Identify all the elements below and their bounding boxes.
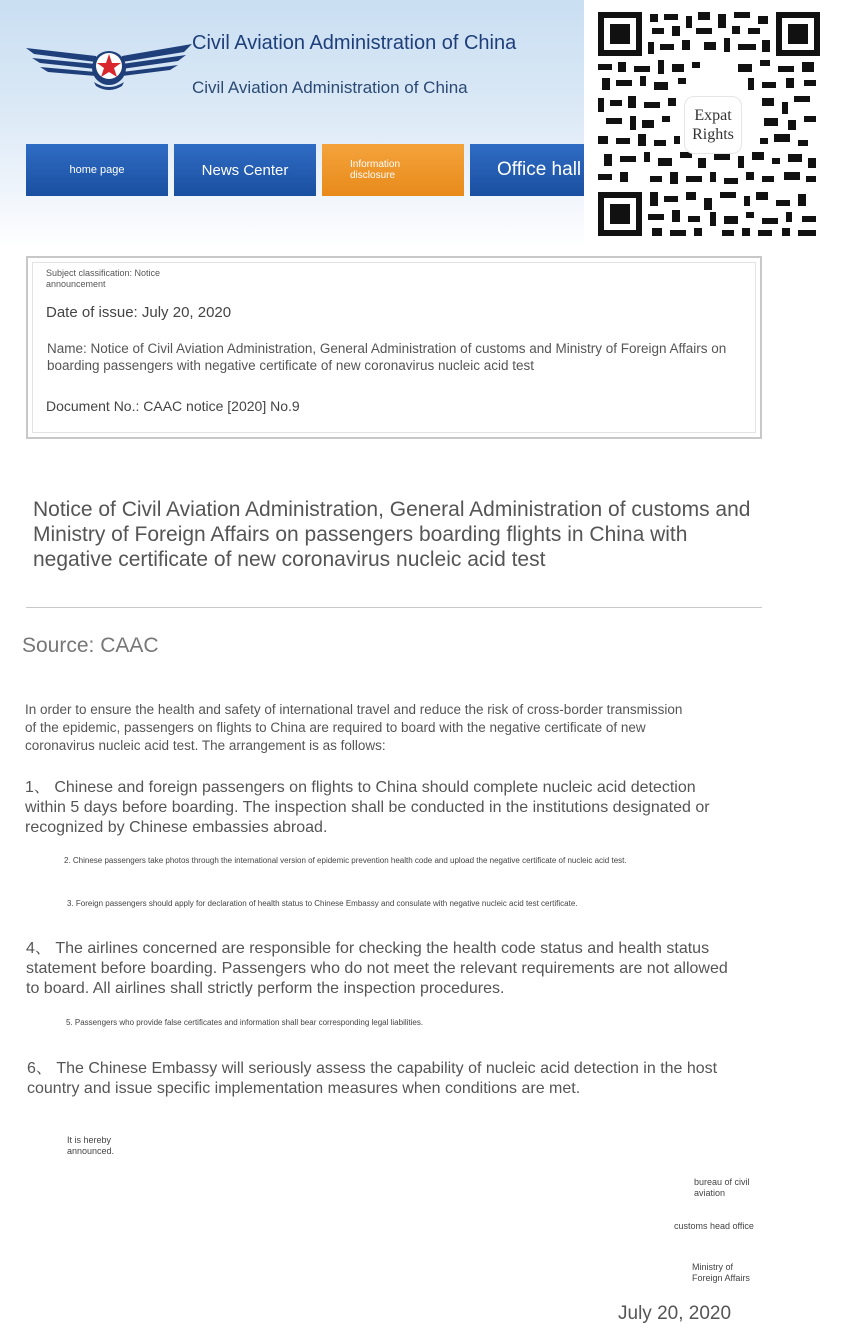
signature-date: July 20, 2020 [618, 1303, 732, 1324]
qr-center-label [684, 96, 742, 154]
qr-label-line1: Expat [694, 107, 732, 124]
notice-name: Name: Notice of Civil Aviation Administration, General Administration of customs and Ministry of Foreign Affairs on boarding passengers with negative certificate of new coronavirus nucleic acid test [47, 341, 727, 373]
document-number: Document No.: CAAC notice [2020] No.9 [46, 398, 300, 414]
site-subtitle: Civil Aviation Administration of China [192, 78, 468, 97]
article-title: Notice of Civil Aviation Administration, General Administration of customs and Ministry of Foreign Affairs on passengers boarding flights in China with negative certificate of new coronavirus nucleic acid test [33, 498, 751, 571]
signatory-civil-aviation: bureau of civil aviation [694, 1177, 750, 1198]
hereby-announced: It is hereby announced. [67, 1135, 115, 1156]
title-divider [26, 607, 762, 608]
article-item-4: 4、 The airlines concerned are responsible for checking the health code status and health status statement before boarding. Passengers who do not meet the relevant requirements are not allowed to board. All airlines shall strictly perform the inspection procedures. [26, 940, 728, 997]
article-source: Source: CAAC [22, 634, 159, 657]
nav-info-line2: disclosure [350, 170, 396, 181]
article-item-2: 2. Chinese passengers take photos through the international version of epidemic prevention health code and upload the negative certificate of nucleic acid test. [64, 856, 627, 865]
qr-label-line2: Rights [692, 126, 734, 143]
article-item-6: 6、 The Chinese Embassy will seriously assess the capability of nucleic acid detection in the host country and issue specific implementation measures when conditions are met. [27, 1060, 718, 1097]
article-item-5: 5. Passengers who provide false certificates and information shall bear corresponding legal liabilities. [66, 1018, 424, 1027]
signatory-foreign-affairs: Ministry of Foreign Affairs [692, 1262, 750, 1283]
site-title: Civil Aviation Administration of China [192, 32, 517, 54]
subject-classification: Subject classification: Notice announcement [46, 268, 161, 289]
nav-info-line1: Information [350, 159, 401, 170]
nav-office-hall[interactable]: Office hall [470, 144, 584, 196]
nav-news-center[interactable]: News Center [174, 144, 316, 196]
nav-home-page[interactable]: home page [26, 144, 168, 196]
date-of-issue: Date of issue: July 20, 2020 [46, 304, 232, 321]
article-item-3: 3. Foreign passengers should apply for declaration of health status to Chinese Embassy and consulate with negative nucleic acid test certificate. [67, 899, 578, 908]
qr-code-panel [584, 0, 842, 250]
article-intro: In order to ensure the health and safety of international travel and reduce the risk of cross-border transmission of the epidemic, passengers on flights to China are required to board with the negative certificate of new coronavirus nucleic acid test. The arrangement is as follows: [25, 702, 683, 753]
caac-logo [24, 34, 194, 98]
nav-information-disclosure[interactable] [322, 144, 464, 196]
signatory-customs: customs head office [674, 1221, 754, 1231]
article-item-1: 1、 Chinese and foreign passengers on flights to China should complete nucleic acid detection within 5 days before boarding. The inspection shall be conducted in the institutions designated or recognized by Chinese embassies abroad. [25, 779, 710, 836]
